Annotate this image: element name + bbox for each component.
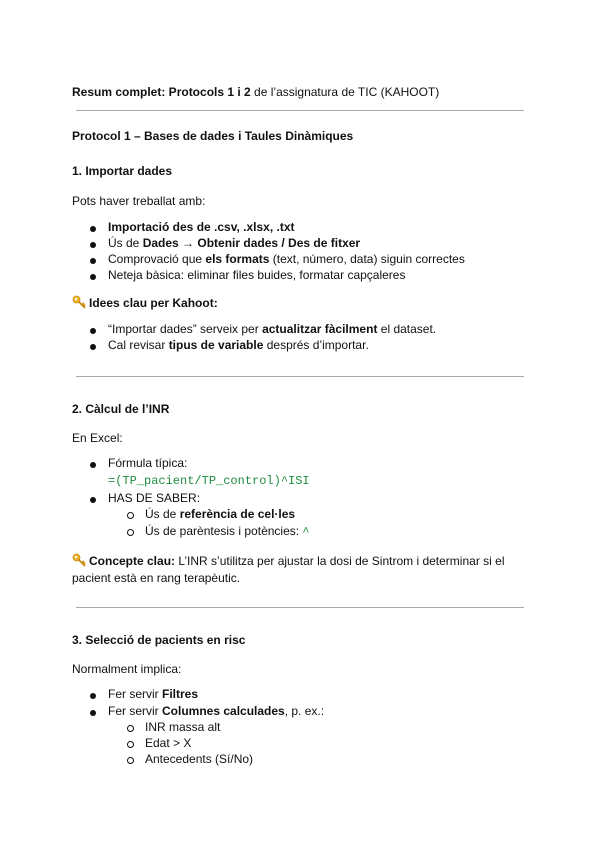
bullet xyxy=(90,328,96,334)
divider xyxy=(76,376,524,377)
divider xyxy=(76,607,524,608)
sub-list-item: Antecedents (Sí/No) xyxy=(145,752,254,766)
divider xyxy=(76,110,524,111)
sub-list-item: Edat > X xyxy=(145,736,192,750)
bullet xyxy=(90,242,96,248)
list-item: Cal revisar tipus de variable després d’importar. xyxy=(108,338,369,352)
protocol1-heading: Protocol 1 – Bases de dades i Taules Dinàmiques xyxy=(72,129,354,143)
document-title: Resum complet: Protocols 1 i 2 de l’assignatura de TIC (KAHOOT) xyxy=(72,85,440,99)
list-item: Neteja bàsica: eliminar files buides, formatar capçaleres xyxy=(108,268,406,282)
sub-bullet xyxy=(127,725,134,732)
concept-key-line: Concepte clau: L’INR s’utilitza per ajustar la dosi de Sintrom i determinar si el xyxy=(72,553,504,569)
list-item: Fer servir Columnes calculades, p. ex.: xyxy=(108,704,325,718)
sub-list-item: INR massa alt xyxy=(145,720,221,734)
section1-intro: Pots haver treballat amb: xyxy=(72,194,206,208)
bullet xyxy=(90,710,96,716)
sub-list-item: Ús de parèntesis i potències: ^ xyxy=(145,524,310,539)
section2-heading: 2. Càlcul de l’INR xyxy=(72,402,170,416)
section1-heading: 1. Importar dades xyxy=(72,164,173,178)
section3-heading: 3. Selecció de pacients en risc xyxy=(72,633,246,647)
bullet xyxy=(90,693,96,699)
sub-bullet xyxy=(127,529,134,536)
sub-bullet xyxy=(127,757,134,764)
concept-line-2: pacient està en rang terapèutic. xyxy=(72,571,241,585)
list-item: “Importar dades” serveix per actualitzar fàcilment el dataset. xyxy=(108,322,437,336)
bullet xyxy=(90,226,96,232)
bullet xyxy=(90,497,96,503)
list-item: Fer servir Filtres xyxy=(108,687,199,701)
bullet xyxy=(90,258,96,264)
section3-intro: Normalment implica: xyxy=(72,662,182,676)
key-icon xyxy=(72,295,86,309)
list-item: Comprovació que els formats (text, número, data) siguin correctes xyxy=(108,252,465,266)
kahoot-key-ideas-heading: Idees clau per Kahoot: xyxy=(72,295,218,311)
bullet xyxy=(90,344,96,350)
list-item: Ús de Dades → Obtenir dades / Des de fitxer xyxy=(108,236,361,250)
sub-bullet xyxy=(127,512,134,519)
key-icon xyxy=(72,553,86,567)
list-item: Importació des de .csv, .xlsx, .txt xyxy=(108,220,295,234)
inr-formula: =(TP_pacient/TP_control)^ISI xyxy=(108,474,310,488)
bullet xyxy=(90,462,96,468)
sub-bullet xyxy=(127,741,134,748)
section2-intro: En Excel: xyxy=(72,431,123,445)
formula-label: Fórmula típica: xyxy=(108,456,188,470)
has-de-saber-label: HAS DE SABER: xyxy=(108,491,201,505)
bullet xyxy=(90,274,96,280)
sub-list-item: Ús de referència de cel·les xyxy=(145,507,296,521)
